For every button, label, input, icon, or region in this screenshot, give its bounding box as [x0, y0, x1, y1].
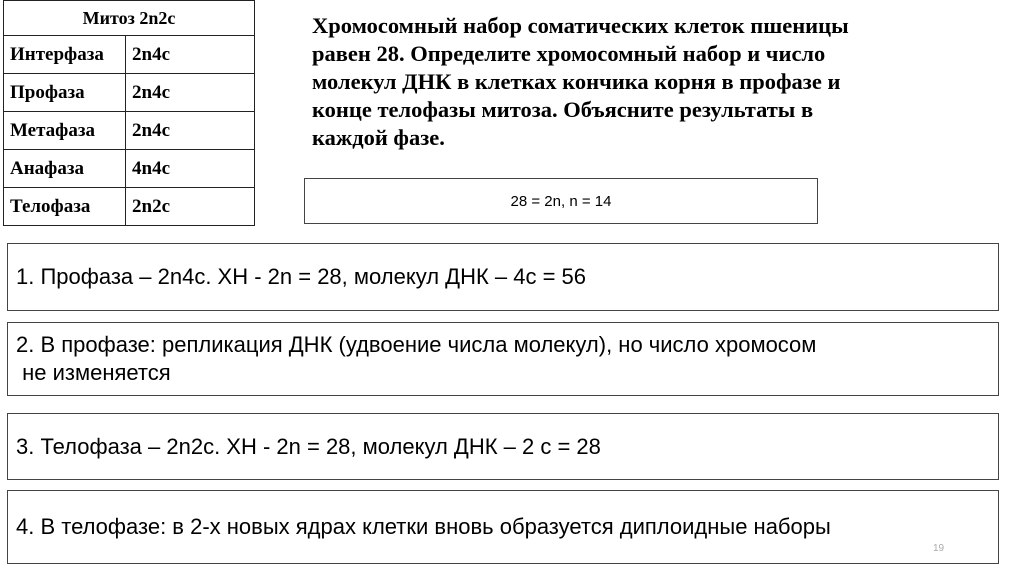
table-header-row — [4, 1, 255, 36]
answer-text: 1. Профаза – 2n4c. ХН - 2n = 28, молекул ДНК – 4с = 56 — [16, 264, 587, 289]
table-row — [4, 150, 255, 188]
table-header: Митоз 2n2c — [4, 1, 255, 36]
question-line: каждой фазе. — [312, 125, 445, 150]
formula-text: 28 = 2n, n = 14 — [510, 192, 612, 210]
table-row — [4, 112, 255, 150]
answer-text: 4. В телофазе: в 2-х новых ядрах клетки вновь образуется диплоидные наборы — [16, 514, 831, 539]
phase-name: Профаза — [4, 74, 126, 112]
answer-text: 2. В профазе: репликация ДНК (удвоение числа молекул), но число хромосом — [16, 332, 817, 357]
answer-text: не изменяется — [16, 360, 171, 385]
phase-name: Телофаза — [4, 188, 126, 226]
phase-formula: 4n4c — [126, 150, 255, 188]
phase-formula: 2n4c — [126, 112, 255, 150]
phase-formula: 2n2c — [126, 188, 255, 226]
question-line: молекул ДНК в клетках кончика корня в профазе и — [312, 69, 841, 94]
mitosis-table — [3, 0, 255, 226]
table-row — [4, 36, 255, 74]
formula-box — [304, 178, 818, 224]
question-text — [312, 12, 992, 152]
question-line: конце телофазы митоза. Объясните результаты в — [312, 97, 814, 122]
phase-name: Анафаза — [4, 150, 126, 188]
slide-number: 19 — [933, 543, 945, 554]
question-line: равен 28. Определите хромосомный набор и число — [312, 41, 826, 66]
table-row — [4, 188, 255, 226]
table-row — [4, 74, 255, 112]
answer-text: 3. Телофаза – 2n2c. ХН - 2n = 28, молекул ДНК – 2 с = 28 — [16, 433, 601, 459]
phase-formula: 2n4c — [126, 36, 255, 74]
answer-box-2 — [7, 322, 999, 396]
phase-formula: 2n4c — [126, 74, 255, 112]
answer-box-4 — [7, 490, 999, 564]
phase-name: Интерфаза — [4, 36, 126, 74]
answer-box-3 — [7, 413, 999, 480]
question-line: Хромосомный набор соматических клеток пшеницы — [312, 13, 849, 38]
answer-box-1 — [7, 243, 999, 311]
phase-name: Метафаза — [4, 112, 126, 150]
